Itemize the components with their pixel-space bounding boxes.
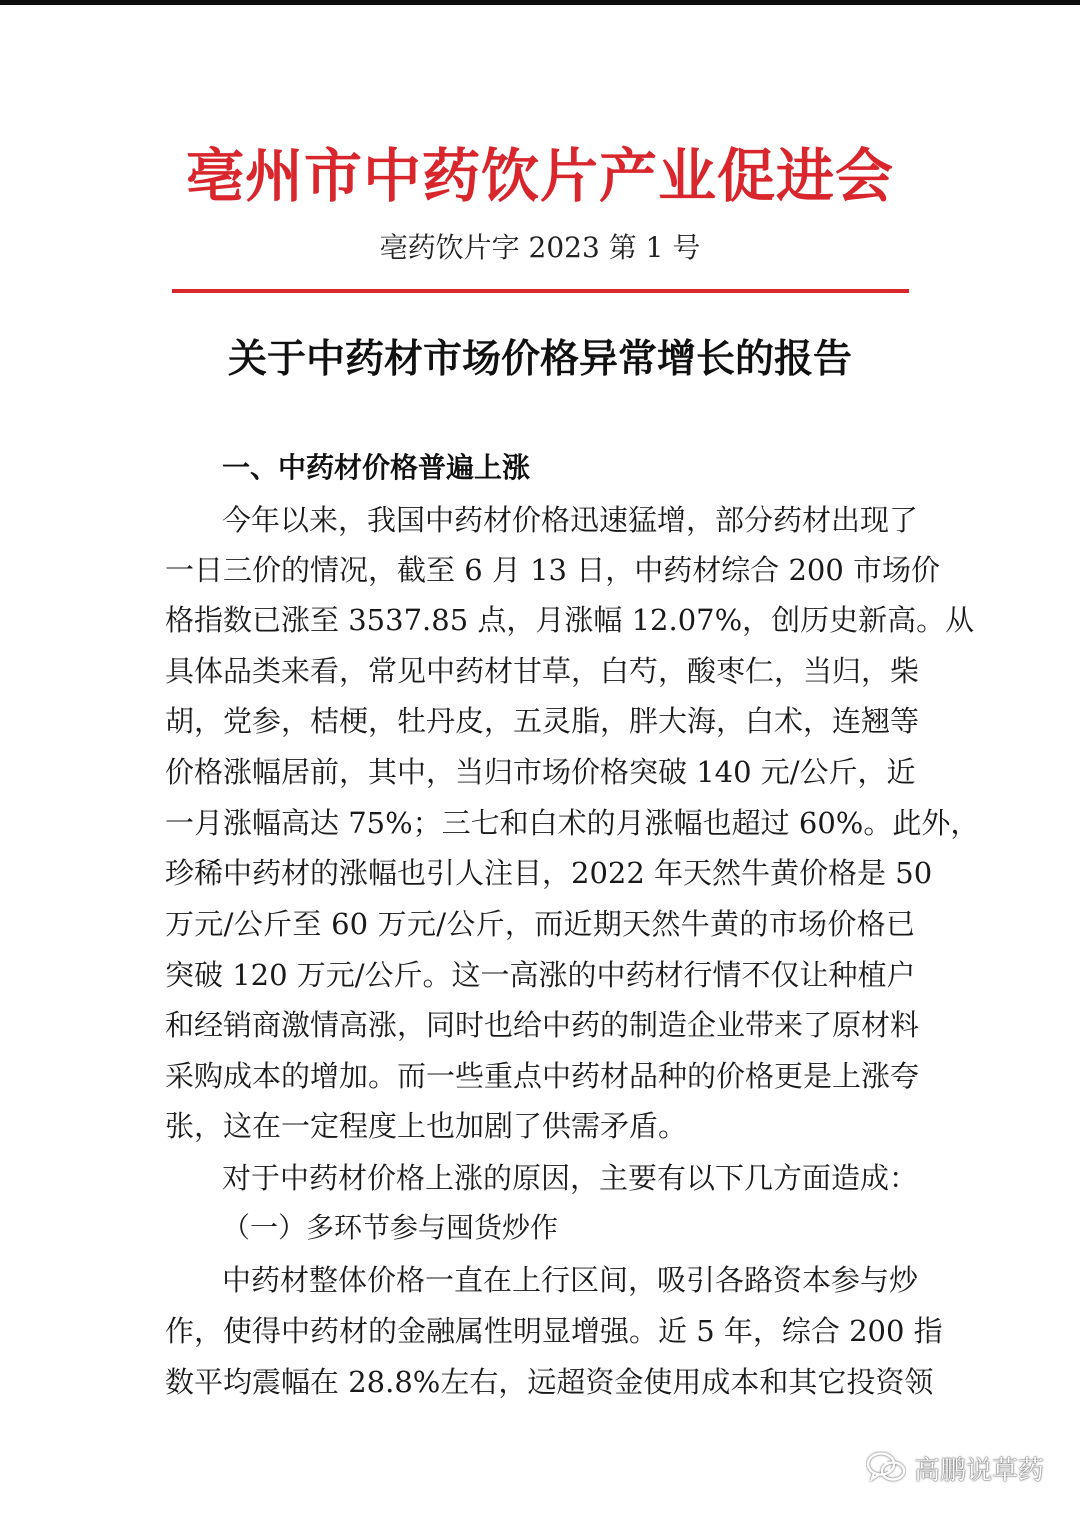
text-line: 采购成本的增加。而一些重点中药材品种的价格更是上涨夸 <box>165 1059 920 1093</box>
text-line: 数平均震幅在 28.8%左右，远超资金使用成本和其它投资领 <box>165 1365 934 1399</box>
text-line: 和经销商激情高涨，同时也给中药的制造企业带来了原材料 <box>165 1008 920 1042</box>
text-line: 一日三价的情况，截至 6 月 13 日，中药材综合 200 市场价 <box>165 553 941 587</box>
text-line: 珍稀中药材的涨幅也引人注目，2022 年天然牛黄价格是 50 <box>165 856 933 890</box>
text-line: 格指数已涨至 3537.85 点，月涨幅 12.07%，创历史新高。从 <box>165 603 975 637</box>
text-line: 万元/公斤至 60 万元/公斤，而近期天然牛黄的市场价格已 <box>165 907 915 941</box>
red-divider <box>172 289 909 293</box>
text-line: 今年以来，我国中药材价格迅速猛增，部分药材出现了 <box>222 503 919 537</box>
text-line: 张，这在一定程度上也加剧了供需矛盾。 <box>165 1109 688 1143</box>
watermark-text: 高鹏说草药 <box>914 1455 1045 1486</box>
text-line: 突破 120 万元/公斤。这一高涨的中药材行情不仅让种植户 <box>165 958 916 992</box>
text-line: 胡，党参，桔梗，牡丹皮，五灵脂，胖大海，白术，连翘等 <box>165 704 920 738</box>
text-line: 具体品类来看，常见中药材甘草，白芍，酸枣仁，当归，柴 <box>165 654 920 688</box>
text-line: 一月涨幅高达 75%；三七和白术的月涨幅也超过 60%。此外， <box>165 806 980 840</box>
organization-title: 亳州市中药饮片产业促进会 <box>185 142 894 210</box>
watermark <box>866 1448 1044 1488</box>
text-line: 中药材整体价格一直在上行区间，吸引各路资本参与炒 <box>222 1263 919 1297</box>
subheading: （一）多环节参与囤货炒作 <box>222 1211 559 1244</box>
wechat-icon <box>866 1451 906 1485</box>
section-heading: 一、中药材价格普遍上涨 <box>222 451 531 484</box>
top-border <box>0 0 1080 5</box>
text-line: 作，使得中药材的金融属性明显增强。近 5 年，综合 200 指 <box>165 1314 943 1348</box>
report-title: 关于中药材市场价格异常增长的报告 <box>227 337 852 382</box>
document-number: 亳药饮片字 2023 第 1 号 <box>379 231 701 264</box>
paragraph-2: 对于中药材价格上涨的原因，主要有以下几方面造成： <box>222 1161 919 1195</box>
text-line: 价格涨幅居前，其中，当归市场价格突破 140 元/公斤，近 <box>165 755 916 789</box>
